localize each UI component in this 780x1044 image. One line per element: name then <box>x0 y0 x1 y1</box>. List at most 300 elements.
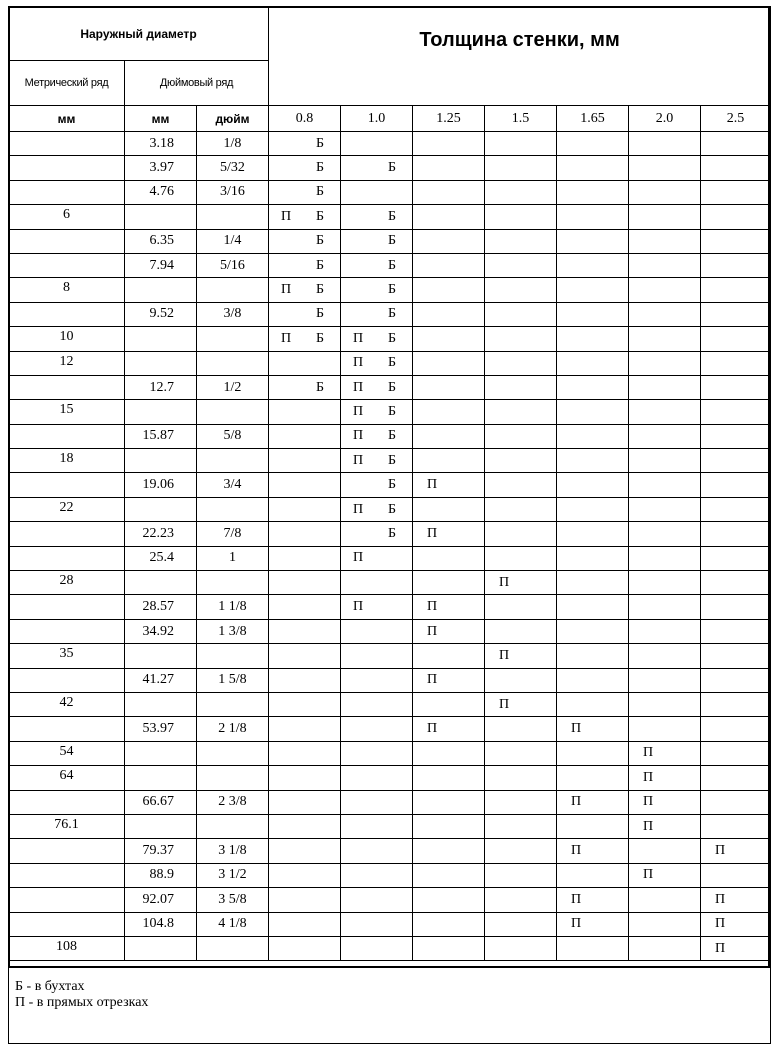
availability-cell <box>269 327 341 351</box>
availability-cell <box>557 156 629 180</box>
availability-cell <box>485 497 557 521</box>
availability-cell <box>701 327 771 351</box>
inch-size-cell: 3 1/2 <box>197 863 269 887</box>
availability-cell <box>413 424 485 448</box>
availability-cell <box>629 497 701 521</box>
availability-cell <box>701 790 771 814</box>
availability-cell <box>701 668 771 692</box>
availability-cell <box>413 546 485 570</box>
availability-cell <box>269 351 341 375</box>
availability-cell <box>629 522 701 546</box>
inch-size-cell: 1 1/8 <box>197 595 269 619</box>
availability-cell <box>557 180 629 204</box>
availability-cell <box>701 375 771 399</box>
unit-mm-metric: мм <box>9 106 125 132</box>
inch-series-mm-cell: 6.35 <box>125 229 197 253</box>
table-row <box>9 571 771 595</box>
metric-diameter-cell <box>9 156 125 180</box>
inch-series-mm-cell <box>125 936 197 960</box>
inch-series-mm-cell <box>125 449 197 473</box>
coil-mark: Б <box>316 306 325 322</box>
availability-cell <box>629 156 701 180</box>
table-row <box>9 156 771 180</box>
availability-cell <box>413 717 485 741</box>
availability-cell <box>413 888 485 912</box>
availability-cell <box>557 741 629 765</box>
coil-mark: Б <box>388 306 397 322</box>
inch-series-mm-cell: 12.7 <box>125 375 197 399</box>
tube-dimensions-table <box>8 6 771 1044</box>
availability-cell <box>485 790 557 814</box>
inch-size-cell: 1 5/8 <box>197 668 269 692</box>
availability-cell <box>269 180 341 204</box>
inch-series-mm-cell: 4.76 <box>125 180 197 204</box>
thickness-header: 0.8 <box>269 106 341 132</box>
availability-cell <box>413 497 485 521</box>
coil-mark: Б <box>316 184 325 200</box>
inch-series-mm-cell: 15.87 <box>125 424 197 448</box>
table-row <box>9 839 771 863</box>
table-row <box>9 936 771 960</box>
availability-cell <box>557 351 629 375</box>
availability-cell <box>629 814 701 838</box>
metric-diameter-cell: 15 <box>9 400 125 424</box>
straight-length-mark: П <box>571 721 582 737</box>
inch-series-mm-cell <box>125 814 197 838</box>
outer-diameter-header: Наружный диаметр <box>9 7 269 61</box>
straight-length-mark: П <box>571 916 582 932</box>
metric-diameter-cell <box>9 375 125 399</box>
metric-diameter-cell <box>9 595 125 619</box>
availability-cell <box>485 375 557 399</box>
availability-cell <box>341 595 413 619</box>
straight-length-mark: П <box>353 355 364 371</box>
inch-size-cell: 1/4 <box>197 229 269 253</box>
inch-series-mm-cell <box>125 327 197 351</box>
metric-diameter-cell <box>9 522 125 546</box>
table-row <box>9 741 771 765</box>
metric-diameter-cell <box>9 229 125 253</box>
availability-cell <box>629 132 701 156</box>
inch-size-cell: 1 <box>197 546 269 570</box>
inch-series-mm-cell <box>125 692 197 716</box>
availability-cell <box>341 546 413 570</box>
legend-coils: Б - в бухтах <box>15 979 85 995</box>
availability-cell <box>341 692 413 716</box>
availability-cell <box>701 522 771 546</box>
availability-cell <box>485 839 557 863</box>
availability-cell <box>557 522 629 546</box>
availability-cell <box>557 253 629 277</box>
inch-size-cell <box>197 449 269 473</box>
straight-length-mark: П <box>643 794 654 810</box>
metric-diameter-cell: 6 <box>9 205 125 229</box>
availability-cell <box>701 814 771 838</box>
availability-cell <box>701 546 771 570</box>
availability-cell <box>269 132 341 156</box>
metric-diameter-cell <box>9 863 125 887</box>
coil-mark: Б <box>316 282 325 298</box>
availability-cell <box>413 790 485 814</box>
metric-diameter-cell: 64 <box>9 766 125 790</box>
availability-cell <box>341 522 413 546</box>
inch-size-cell: 3 5/8 <box>197 888 269 912</box>
availability-cell <box>413 205 485 229</box>
table-row <box>9 814 771 838</box>
availability-cell <box>485 132 557 156</box>
availability-cell <box>629 717 701 741</box>
availability-cell <box>413 766 485 790</box>
metric-diameter-cell: 35 <box>9 644 125 668</box>
availability-cell <box>269 205 341 229</box>
availability-cell <box>485 692 557 716</box>
straight-length-mark: П <box>499 647 510 663</box>
table-row <box>9 619 771 643</box>
availability-cell <box>341 400 413 424</box>
legend-straight-lengths: П - в прямых отрезках <box>15 995 149 1011</box>
metric-diameter-cell: 108 <box>9 936 125 960</box>
availability-cell <box>341 717 413 741</box>
metric-diameter-cell <box>9 619 125 643</box>
availability-cell <box>269 888 341 912</box>
straight-length-mark: П <box>353 330 364 346</box>
availability-cell <box>341 424 413 448</box>
availability-cell <box>485 473 557 497</box>
table-row <box>9 424 771 448</box>
availability-cell <box>269 692 341 716</box>
inch-series-mm-cell <box>125 741 197 765</box>
inch-size-cell: 3 1/8 <box>197 839 269 863</box>
availability-cell <box>413 814 485 838</box>
inch-size-cell: 3/4 <box>197 473 269 497</box>
table-row <box>9 888 771 912</box>
availability-cell <box>701 424 771 448</box>
availability-cell <box>485 912 557 936</box>
availability-cell <box>269 400 341 424</box>
metric-series-header: Метрический ряд <box>9 61 125 106</box>
availability-cell <box>701 717 771 741</box>
inch-series-mm-cell <box>125 205 197 229</box>
thickness-header: 1.65 <box>557 106 629 132</box>
straight-length-mark: П <box>715 843 726 859</box>
availability-cell <box>557 595 629 619</box>
availability-cell <box>701 229 771 253</box>
metric-diameter-cell <box>9 912 125 936</box>
table-row <box>9 522 771 546</box>
availability-cell <box>341 814 413 838</box>
table-row <box>9 205 771 229</box>
straight-length-mark: П <box>427 477 438 493</box>
availability-cell <box>341 473 413 497</box>
availability-cell <box>341 302 413 326</box>
availability-cell <box>557 692 629 716</box>
availability-cell <box>269 156 341 180</box>
table-row <box>9 375 771 399</box>
inch-series-mm-cell: 7.94 <box>125 253 197 277</box>
availability-cell <box>341 351 413 375</box>
availability-cell <box>485 449 557 473</box>
availability-cell <box>701 449 771 473</box>
table-row <box>9 400 771 424</box>
straight-length-mark: П <box>427 525 438 541</box>
availability-cell <box>629 741 701 765</box>
metric-diameter-cell <box>9 180 125 204</box>
straight-length-mark: П <box>353 501 364 517</box>
availability-cell <box>269 814 341 838</box>
table-row <box>9 644 771 668</box>
availability-cell <box>413 644 485 668</box>
availability-cell <box>557 375 629 399</box>
availability-cell <box>413 229 485 253</box>
table-row <box>9 717 771 741</box>
metric-diameter-cell: 76.1 <box>9 814 125 838</box>
availability-cell <box>485 424 557 448</box>
availability-cell <box>413 351 485 375</box>
availability-cell <box>485 156 557 180</box>
availability-cell <box>413 936 485 960</box>
straight-length-mark: П <box>499 696 510 712</box>
availability-cell <box>341 790 413 814</box>
availability-cell <box>557 473 629 497</box>
availability-cell <box>341 253 413 277</box>
inch-size-cell: 2 3/8 <box>197 790 269 814</box>
availability-cell <box>701 351 771 375</box>
availability-cell <box>629 229 701 253</box>
availability-cell <box>485 278 557 302</box>
availability-cell <box>485 571 557 595</box>
availability-cell <box>629 278 701 302</box>
straight-length-mark: П <box>715 940 726 956</box>
table-row <box>9 863 771 887</box>
availability-cell <box>701 863 771 887</box>
availability-cell <box>485 327 557 351</box>
availability-cell <box>341 497 413 521</box>
coil-mark: Б <box>316 330 325 346</box>
availability-cell <box>701 156 771 180</box>
inch-series-mm-cell: 34.92 <box>125 619 197 643</box>
availability-cell <box>341 132 413 156</box>
availability-cell <box>485 644 557 668</box>
availability-cell <box>629 205 701 229</box>
availability-cell <box>557 205 629 229</box>
availability-cell <box>341 644 413 668</box>
coil-mark: Б <box>316 208 325 224</box>
availability-cell <box>341 668 413 692</box>
availability-cell <box>269 839 341 863</box>
inch-size-cell <box>197 351 269 375</box>
availability-cell <box>413 400 485 424</box>
availability-cell <box>557 790 629 814</box>
availability-cell <box>629 180 701 204</box>
metric-diameter-cell: 8 <box>9 278 125 302</box>
metric-diameter-cell <box>9 717 125 741</box>
availability-cell <box>629 692 701 716</box>
straight-length-mark: П <box>427 672 438 688</box>
inch-series-mm-cell <box>125 351 197 375</box>
availability-cell <box>269 863 341 887</box>
metric-diameter-cell <box>9 132 125 156</box>
straight-length-mark: П <box>571 843 582 859</box>
coil-mark: Б <box>388 257 397 273</box>
availability-cell <box>701 180 771 204</box>
metric-diameter-cell <box>9 668 125 692</box>
availability-cell <box>341 912 413 936</box>
availability-cell <box>413 473 485 497</box>
inch-series-mm-cell: 22.23 <box>125 522 197 546</box>
inch-size-cell: 5/16 <box>197 253 269 277</box>
availability-cell <box>269 522 341 546</box>
availability-cell <box>485 546 557 570</box>
straight-length-mark: П <box>427 599 438 615</box>
availability-cell <box>485 668 557 692</box>
availability-cell <box>485 717 557 741</box>
metric-diameter-cell <box>9 302 125 326</box>
availability-cell <box>269 424 341 448</box>
availability-cell <box>269 644 341 668</box>
availability-cell <box>269 546 341 570</box>
straight-length-mark: П <box>643 818 654 834</box>
table-row <box>9 327 771 351</box>
availability-cell <box>701 936 771 960</box>
straight-length-mark: П <box>353 599 364 615</box>
availability-cell <box>557 839 629 863</box>
table-row <box>9 449 771 473</box>
table-row <box>9 790 771 814</box>
availability-cell <box>485 766 557 790</box>
availability-cell <box>341 936 413 960</box>
availability-cell <box>269 253 341 277</box>
availability-cell <box>413 375 485 399</box>
availability-cell <box>485 302 557 326</box>
inch-size-cell: 5/8 <box>197 424 269 448</box>
availability-cell <box>269 229 341 253</box>
thickness-header: 1.0 <box>341 106 413 132</box>
availability-cell <box>341 327 413 351</box>
availability-cell <box>341 863 413 887</box>
straight-length-mark: П <box>353 428 364 444</box>
availability-cell <box>341 766 413 790</box>
inch-size-cell: 7/8 <box>197 522 269 546</box>
table-row <box>9 278 771 302</box>
availability-cell <box>701 644 771 668</box>
inch-size-cell <box>197 741 269 765</box>
inch-size-cell <box>197 692 269 716</box>
availability-cell <box>701 619 771 643</box>
availability-cell <box>629 595 701 619</box>
availability-cell <box>413 449 485 473</box>
inch-series-mm-cell <box>125 400 197 424</box>
legend <box>9 961 771 1044</box>
availability-cell <box>341 375 413 399</box>
straight-length-mark: П <box>715 916 726 932</box>
availability-cell <box>557 327 629 351</box>
availability-cell <box>269 936 341 960</box>
inch-series-mm-cell: 79.37 <box>125 839 197 863</box>
availability-cell <box>629 351 701 375</box>
availability-cell <box>557 229 629 253</box>
availability-cell <box>629 473 701 497</box>
straight-length-mark: П <box>427 721 438 737</box>
availability-cell <box>413 668 485 692</box>
metric-diameter-cell <box>9 790 125 814</box>
availability-cell <box>701 278 771 302</box>
availability-cell <box>701 132 771 156</box>
availability-cell <box>269 717 341 741</box>
availability-cell <box>701 302 771 326</box>
inch-size-cell: 3/16 <box>197 180 269 204</box>
coil-mark: Б <box>388 355 397 371</box>
availability-cell <box>485 253 557 277</box>
availability-cell <box>629 644 701 668</box>
inch-series-mm-cell: 66.67 <box>125 790 197 814</box>
inch-series-mm-cell: 88.9 <box>125 863 197 887</box>
availability-cell <box>341 205 413 229</box>
availability-cell <box>557 132 629 156</box>
table-row <box>9 180 771 204</box>
availability-cell <box>701 766 771 790</box>
availability-cell <box>629 253 701 277</box>
thickness-header: 1.25 <box>413 106 485 132</box>
availability-cell <box>629 912 701 936</box>
inch-series-mm-cell: 41.27 <box>125 668 197 692</box>
straight-length-mark: П <box>643 769 654 785</box>
coil-mark: Б <box>316 257 325 273</box>
availability-cell <box>485 619 557 643</box>
availability-cell <box>341 156 413 180</box>
metric-diameter-cell <box>9 424 125 448</box>
availability-cell <box>485 400 557 424</box>
availability-cell <box>485 888 557 912</box>
availability-cell <box>701 497 771 521</box>
availability-cell <box>485 863 557 887</box>
availability-cell <box>557 644 629 668</box>
unit-mm-inch-series: мм <box>125 106 197 132</box>
inch-size-cell <box>197 936 269 960</box>
straight-length-mark: П <box>643 867 654 883</box>
availability-cell <box>557 278 629 302</box>
straight-length-mark: П <box>353 403 364 419</box>
availability-cell <box>485 205 557 229</box>
inch-series-mm-cell: 3.18 <box>125 132 197 156</box>
availability-cell <box>269 278 341 302</box>
availability-cell <box>629 863 701 887</box>
availability-cell <box>701 888 771 912</box>
coil-mark: Б <box>316 160 325 176</box>
inch-series-mm-cell: 9.52 <box>125 302 197 326</box>
availability-cell <box>629 668 701 692</box>
metric-diameter-cell <box>9 888 125 912</box>
availability-cell <box>269 571 341 595</box>
inch-size-cell <box>197 205 269 229</box>
inch-size-cell <box>197 644 269 668</box>
availability-cell <box>701 912 771 936</box>
inch-series-mm-cell: 28.57 <box>125 595 197 619</box>
coil-mark: Б <box>388 403 397 419</box>
inch-size-cell: 2 1/8 <box>197 717 269 741</box>
metric-diameter-cell: 12 <box>9 351 125 375</box>
straight-length-mark: П <box>715 891 726 907</box>
straight-length-mark: П <box>499 574 510 590</box>
thickness-header: 2.5 <box>701 106 771 132</box>
thickness-header: 2.0 <box>629 106 701 132</box>
availability-cell <box>557 571 629 595</box>
availability-cell <box>701 253 771 277</box>
availability-cell <box>413 522 485 546</box>
inch-size-cell: 1/8 <box>197 132 269 156</box>
availability-cell <box>269 449 341 473</box>
table-row <box>9 497 771 521</box>
straight-length-mark: П <box>353 379 364 395</box>
